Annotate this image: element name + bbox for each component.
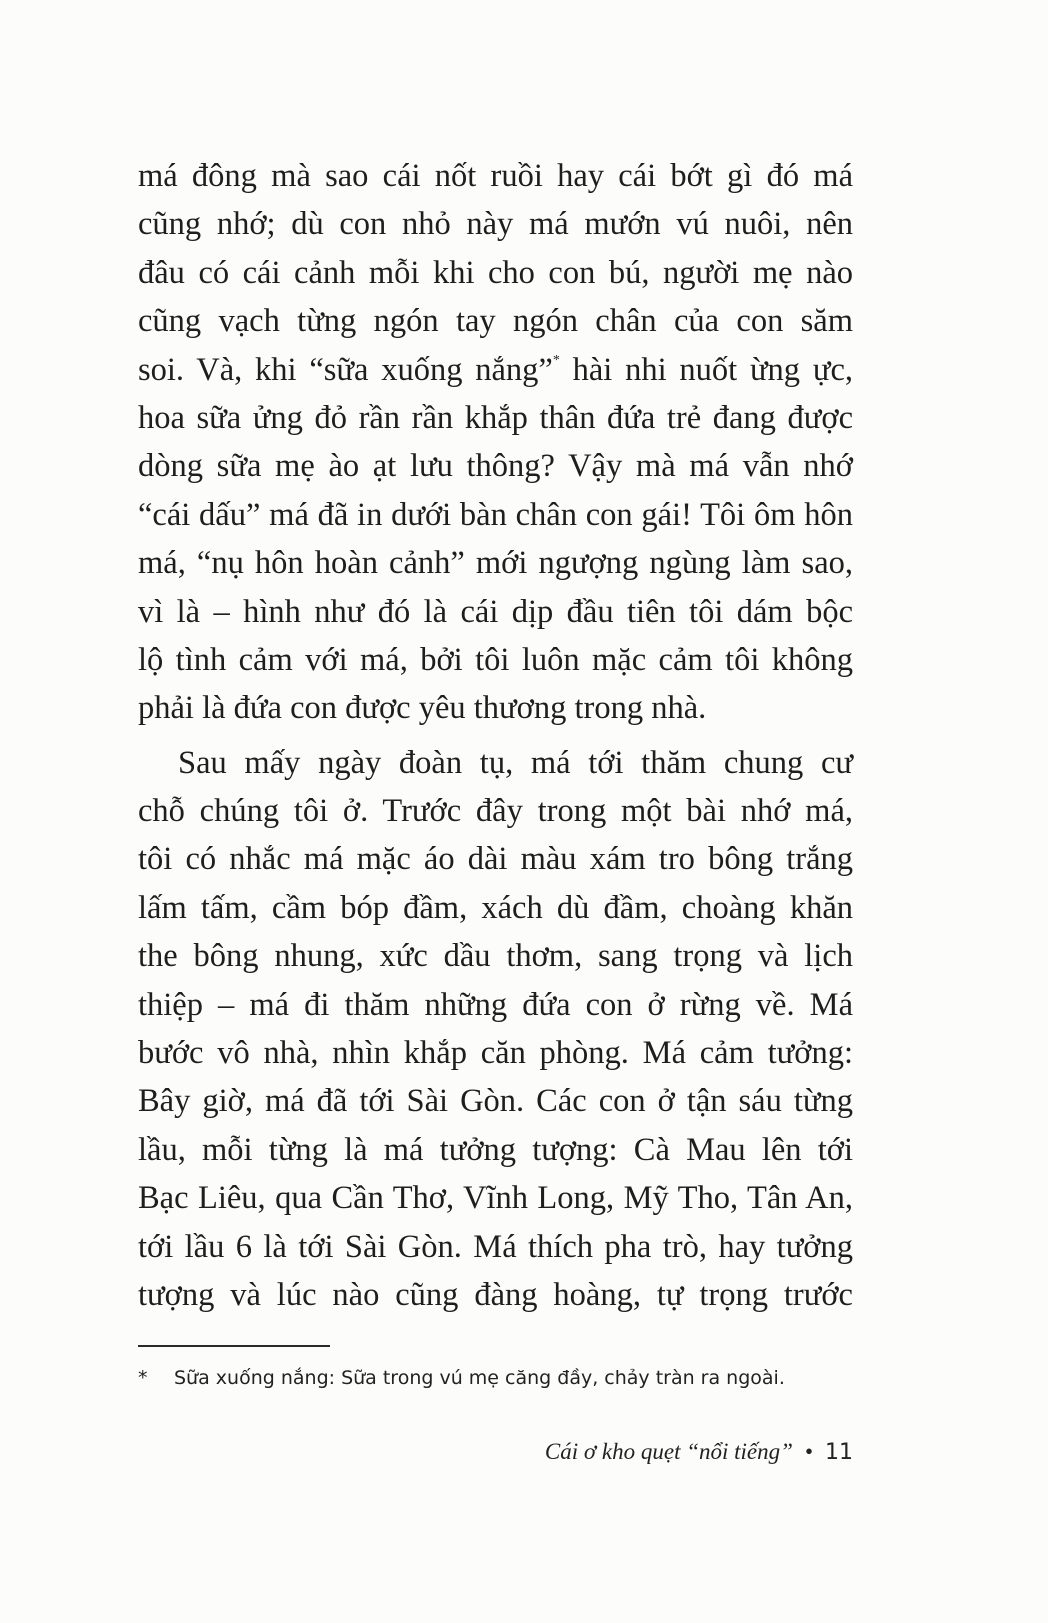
page-footer (545, 1432, 853, 1473)
text-line: “cái dấu” má đã in dưới bàn chân con gái! Tôi ôm hôn (138, 496, 853, 533)
text-line: lầu, mỗi từng là má tưởng tượng: Cà Mau lên tới (138, 1131, 853, 1168)
text-line: Bạc Liêu, qua Cần Thơ, Vĩnh Long, Mỹ Tho, Tân An, (138, 1180, 853, 1217)
text-line: má, “nụ hôn hoàn cảnh” mới ngượng ngùng làm sao, (138, 545, 853, 582)
text-line: tôi có nhắc má mặc áo dài màu xám tro bông trắng (138, 841, 853, 878)
text-line: Bây giờ, má đã tới Sài Gòn. Các con ở tận sáu từng (138, 1083, 853, 1120)
text-line: cũng nhớ; dù con nhỏ này má mướn vú nuôi, nên (138, 206, 853, 243)
text-line: cũng vạch từng ngón tay ngón chân của con săm (138, 303, 853, 340)
text-line: thiệp – má đi thăm những đứa con ở rừng về. Má (138, 986, 853, 1023)
text-line: bước vô nhà, nhìn khắp căn phòng. Má cảm tưởng: (138, 1035, 853, 1072)
text-line: tượng và lúc nào cũng đàng hoàng, tự trọng trước (138, 1276, 853, 1313)
footnote-mark: * (138, 1367, 148, 1389)
footnote-reference-mark: * (552, 352, 560, 368)
text-line: chỗ chúng tôi ở. Trước đây trong một bài nhớ má, (138, 793, 853, 830)
text-line: tới lầu 6 là tới Sài Gòn. Má thích pha trò, hay tưởng (138, 1228, 853, 1265)
paragraph-1 (138, 152, 853, 733)
page-number: 11 (825, 1440, 853, 1465)
text-line: đâu có cái cảnh mỗi khi cho con bú, người mẹ nào (138, 254, 853, 291)
text-line: the bông nhung, xức dầu thơm, sang trọng và lịch (138, 938, 853, 975)
paragraph-2 (138, 739, 853, 1320)
text-line-with-footnote (138, 346, 853, 394)
body-text (138, 152, 853, 1319)
text-segment: soi. Và, khi “sữa xuống nắng” (138, 351, 553, 388)
text-line: dòng sữa mẹ ào ạt lưu thông? Vậy mà má vẫn nhớ (138, 448, 853, 485)
footnote-divider (138, 1345, 330, 1347)
text-line: hoa sữa ửng đỏ rần rần khắp thân đứa trẻ đang được (138, 399, 853, 436)
footnote-text: Sữa xuống nắng: Sữa trong vú mẹ căng đầy, chảy tràn ra ngoài. (174, 1367, 785, 1389)
footnote (138, 1358, 853, 1398)
text-line: lộ tình cảm với má, bởi tôi luôn mặc cảm tôi không (138, 641, 853, 678)
running-title: Cái ơ kho quẹt “nổi tiếng” (544, 1439, 793, 1464)
text-segment: hài nhi nuốt ừng ực, (559, 351, 853, 388)
text-line: vì là – hình như đó là cái dịp đầu tiên tôi dám bộc (138, 593, 853, 630)
text-line: phải là đứa con được yêu thương trong nhà. (138, 690, 707, 727)
text-line: má đông mà sao cái nốt ruồi hay cái bớt gì đó má (138, 158, 853, 194)
text-line: Sau mấy ngày đoàn tụ, má tới thăm chung cư (178, 744, 853, 781)
footer-separator: • (804, 1439, 813, 1464)
text-line: lấm tấm, cầm bóp đầm, xách dù đầm, choàng khăn (138, 889, 853, 926)
